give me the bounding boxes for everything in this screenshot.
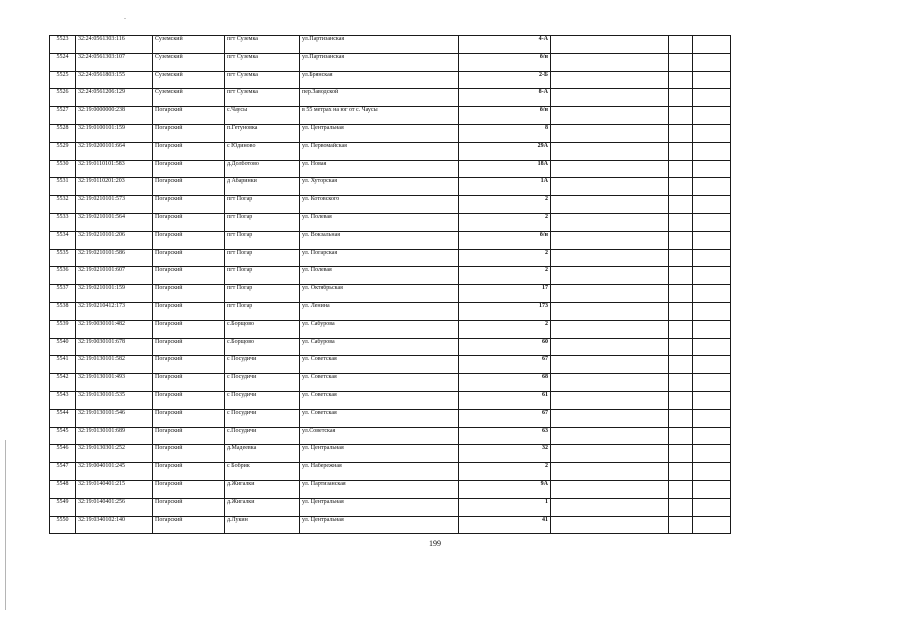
locality-name: д.Жигалки bbox=[225, 498, 300, 516]
cadastral-number: 32:19:0140401:215 bbox=[76, 480, 153, 498]
locality-name: с Посудичи bbox=[225, 356, 300, 374]
locality-name: п.Гетуновка bbox=[225, 124, 300, 142]
table-row bbox=[50, 356, 831, 374]
locality-name: пгт Погар bbox=[225, 285, 300, 303]
district-name: Погарский bbox=[153, 124, 225, 142]
street-name: пер.Заводской bbox=[300, 89, 459, 107]
house-number: 2 bbox=[459, 267, 551, 285]
cadastral-number: 32:19:0130101:582 bbox=[76, 356, 153, 374]
locality-name: пгт Суземка bbox=[225, 53, 300, 71]
page-number: 199 bbox=[429, 539, 441, 548]
row-number: 5526 bbox=[50, 89, 76, 107]
row-number: 5536 bbox=[50, 267, 76, 285]
locality-name: пгт Погар bbox=[225, 213, 300, 231]
house-number: 2 bbox=[459, 196, 551, 214]
empty-cell bbox=[693, 53, 731, 71]
empty-cell bbox=[669, 356, 693, 374]
locality-name: с Посудичи bbox=[225, 409, 300, 427]
empty-cell bbox=[551, 124, 669, 142]
locality-name: пгт Погар bbox=[225, 302, 300, 320]
row-number: 5534 bbox=[50, 231, 76, 249]
cadastral-number: 32:19:0030101:678 bbox=[76, 338, 153, 356]
row-number: 5527 bbox=[50, 107, 76, 125]
empty-cell bbox=[669, 480, 693, 498]
row-number: 5537 bbox=[50, 285, 76, 303]
empty-cell bbox=[551, 142, 669, 160]
empty-cell bbox=[551, 374, 669, 392]
empty-cell bbox=[693, 249, 731, 267]
house-number: 2 bbox=[459, 463, 551, 481]
cadastral-number: 32:19:0040101:245 bbox=[76, 463, 153, 481]
empty-cell bbox=[669, 285, 693, 303]
cadastral-number: 32:19:0130101:493 bbox=[76, 374, 153, 392]
district-name: Погарский bbox=[153, 267, 225, 285]
empty-cell bbox=[693, 231, 731, 249]
empty-cell bbox=[551, 445, 669, 463]
district-name: Погарский bbox=[153, 338, 225, 356]
district-name: Погарский bbox=[153, 249, 225, 267]
locality-name: пгт Погар bbox=[225, 249, 300, 267]
empty-cell bbox=[551, 53, 669, 71]
empty-cell bbox=[669, 249, 693, 267]
empty-cell bbox=[693, 107, 731, 125]
house-number: б/н bbox=[459, 53, 551, 71]
table-row bbox=[50, 516, 831, 534]
locality-name: д.Долботово bbox=[225, 160, 300, 178]
empty-cell bbox=[669, 53, 693, 71]
locality-name: пгт Погар bbox=[225, 196, 300, 214]
street-name: в 55 метрах на юг от с. Чаусы bbox=[300, 107, 459, 125]
district-name: Погарский bbox=[153, 498, 225, 516]
street-name: ул.Партизанская bbox=[300, 53, 459, 71]
empty-cell bbox=[551, 267, 669, 285]
row-number: 5530 bbox=[50, 160, 76, 178]
empty-cell bbox=[693, 36, 731, 54]
street-name: ул. Центральная bbox=[300, 124, 459, 142]
empty-cell bbox=[693, 142, 731, 160]
cadastral-number: 32:24:0561803:155 bbox=[76, 71, 153, 89]
locality-name: с Юдиново bbox=[225, 142, 300, 160]
street-name: ул. Котовского bbox=[300, 196, 459, 214]
street-name: ул. Советская bbox=[300, 391, 459, 409]
cadastral-number: 32:19:0130301:252 bbox=[76, 445, 153, 463]
empty-cell bbox=[669, 71, 693, 89]
empty-cell bbox=[693, 160, 731, 178]
empty-cell bbox=[551, 338, 669, 356]
table-row bbox=[50, 249, 831, 267]
empty-cell bbox=[551, 391, 669, 409]
empty-cell bbox=[551, 320, 669, 338]
house-number: 2 bbox=[459, 213, 551, 231]
street-name: ул. Центральная bbox=[300, 498, 459, 516]
cadastral-number: 32:19:0340102:140 bbox=[76, 516, 153, 534]
empty-cell bbox=[669, 391, 693, 409]
district-name: Погарский bbox=[153, 374, 225, 392]
street-name: ул. Сабурова bbox=[300, 320, 459, 338]
locality-name: д.Мадеевка bbox=[225, 445, 300, 463]
scan-speck bbox=[124, 18, 126, 19]
house-number: 9А bbox=[459, 480, 551, 498]
district-name: Погарский bbox=[153, 320, 225, 338]
street-name: ул. Полевая bbox=[300, 213, 459, 231]
house-number: 2 bbox=[459, 249, 551, 267]
row-number: 5550 bbox=[50, 516, 76, 534]
district-name: Погарский bbox=[153, 142, 225, 160]
registry-table bbox=[49, 35, 831, 534]
table-row bbox=[50, 374, 831, 392]
empty-cell bbox=[669, 36, 693, 54]
row-number: 5531 bbox=[50, 178, 76, 196]
empty-cell bbox=[693, 427, 731, 445]
table-row bbox=[50, 427, 831, 445]
empty-cell bbox=[693, 178, 731, 196]
empty-cell bbox=[669, 231, 693, 249]
cadastral-number: 32:19:0210101:159 bbox=[76, 285, 153, 303]
district-name: Суземский bbox=[153, 53, 225, 71]
locality-name: пгт Погар bbox=[225, 231, 300, 249]
house-number: 2 bbox=[459, 320, 551, 338]
district-name: Погарский bbox=[153, 178, 225, 196]
empty-cell bbox=[669, 445, 693, 463]
table-row bbox=[50, 498, 831, 516]
empty-cell bbox=[669, 463, 693, 481]
empty-cell bbox=[551, 249, 669, 267]
house-number: б/н bbox=[459, 231, 551, 249]
registry-table-body bbox=[50, 36, 831, 534]
empty-cell bbox=[669, 498, 693, 516]
row-number: 5525 bbox=[50, 71, 76, 89]
locality-name: д.Лукин bbox=[225, 516, 300, 534]
row-number: 5533 bbox=[50, 213, 76, 231]
locality-name: с.Чаусы bbox=[225, 107, 300, 125]
locality-name: пгт Суземка bbox=[225, 71, 300, 89]
cadastral-number: 32:19:0210101:607 bbox=[76, 267, 153, 285]
locality-name: пгт Суземка bbox=[225, 89, 300, 107]
district-name: Погарский bbox=[153, 107, 225, 125]
empty-cell bbox=[551, 285, 669, 303]
empty-cell bbox=[669, 374, 693, 392]
row-number: 5548 bbox=[50, 480, 76, 498]
street-name: ул. Хуторская bbox=[300, 178, 459, 196]
empty-cell bbox=[669, 178, 693, 196]
table-row bbox=[50, 107, 831, 125]
house-number: 32 bbox=[459, 445, 551, 463]
empty-cell bbox=[669, 142, 693, 160]
table-row bbox=[50, 160, 831, 178]
table-row bbox=[50, 445, 831, 463]
row-number: 5542 bbox=[50, 374, 76, 392]
house-number: 18А bbox=[459, 160, 551, 178]
district-name: Погарский bbox=[153, 463, 225, 481]
cadastral-number: 32:19:0030101:482 bbox=[76, 320, 153, 338]
row-number: 5541 bbox=[50, 356, 76, 374]
empty-cell bbox=[551, 516, 669, 534]
empty-cell bbox=[693, 320, 731, 338]
empty-cell bbox=[693, 267, 731, 285]
empty-cell bbox=[669, 267, 693, 285]
street-name: ул. Первомайская bbox=[300, 142, 459, 160]
empty-cell bbox=[669, 89, 693, 107]
house-number: 2-Б bbox=[459, 71, 551, 89]
empty-cell bbox=[669, 320, 693, 338]
table-row bbox=[50, 285, 831, 303]
row-number: 5538 bbox=[50, 302, 76, 320]
empty-cell bbox=[551, 498, 669, 516]
empty-cell bbox=[669, 409, 693, 427]
table-row bbox=[50, 391, 831, 409]
street-name: ул. Вокзальная bbox=[300, 231, 459, 249]
house-number: 63 bbox=[459, 427, 551, 445]
street-name: ул. Центральная bbox=[300, 445, 459, 463]
street-name: ул. Полевая bbox=[300, 267, 459, 285]
cadastral-number: 32:19:0210101:206 bbox=[76, 231, 153, 249]
table-row bbox=[50, 302, 831, 320]
empty-cell bbox=[693, 516, 731, 534]
house-number: 17 bbox=[459, 285, 551, 303]
street-name: ул.Партизанская bbox=[300, 36, 459, 54]
district-name: Погарский bbox=[153, 516, 225, 534]
street-name: ул. Погарская bbox=[300, 249, 459, 267]
district-name: Погарский bbox=[153, 356, 225, 374]
cadastral-number: 32:24:0561303:107 bbox=[76, 53, 153, 71]
empty-cell bbox=[693, 480, 731, 498]
row-number: 5539 bbox=[50, 320, 76, 338]
cadastral-number: 32:19:0210412:173 bbox=[76, 302, 153, 320]
empty-cell bbox=[693, 89, 731, 107]
street-name: ул.Советская bbox=[300, 427, 459, 445]
empty-cell bbox=[669, 213, 693, 231]
district-name: Погарский bbox=[153, 445, 225, 463]
row-number: 5535 bbox=[50, 249, 76, 267]
district-name: Погарский bbox=[153, 409, 225, 427]
row-number: 5524 bbox=[50, 53, 76, 71]
house-number: 68 bbox=[459, 374, 551, 392]
locality-name: д.Жигалки bbox=[225, 480, 300, 498]
house-number: 1 bbox=[459, 498, 551, 516]
table-row bbox=[50, 213, 831, 231]
empty-cell bbox=[693, 498, 731, 516]
empty-cell bbox=[669, 160, 693, 178]
empty-cell bbox=[669, 338, 693, 356]
empty-cell bbox=[693, 356, 731, 374]
street-name: ул.Брянская bbox=[300, 71, 459, 89]
empty-cell bbox=[693, 285, 731, 303]
cadastral-number: 32:19:0130101:535 bbox=[76, 391, 153, 409]
district-name: Погарский bbox=[153, 391, 225, 409]
table-row bbox=[50, 231, 831, 249]
house-number: 29А bbox=[459, 142, 551, 160]
street-name: ул. Набережная bbox=[300, 463, 459, 481]
empty-cell bbox=[693, 463, 731, 481]
cadastral-number: 32:19:0100101:159 bbox=[76, 124, 153, 142]
district-name: Погарский bbox=[153, 160, 225, 178]
scan-margin-line bbox=[5, 440, 6, 610]
house-number: 60 bbox=[459, 338, 551, 356]
table-row bbox=[50, 196, 831, 214]
house-number: 61 bbox=[459, 391, 551, 409]
row-number: 5528 bbox=[50, 124, 76, 142]
empty-cell bbox=[693, 409, 731, 427]
district-name: Суземский bbox=[153, 71, 225, 89]
house-number: 67 bbox=[459, 409, 551, 427]
empty-cell bbox=[693, 71, 731, 89]
cadastral-number: 32:19:0140401:256 bbox=[76, 498, 153, 516]
locality-name: с Бобрик bbox=[225, 463, 300, 481]
table-row bbox=[50, 142, 831, 160]
house-number: 8-А bbox=[459, 89, 551, 107]
district-name: Погарский bbox=[153, 231, 225, 249]
street-name: ул. Октябрьская bbox=[300, 285, 459, 303]
empty-cell bbox=[669, 124, 693, 142]
table-row bbox=[50, 178, 831, 196]
row-number: 5546 bbox=[50, 445, 76, 463]
house-number: 4-А bbox=[459, 36, 551, 54]
cadastral-number: 32:19:0210101:573 bbox=[76, 196, 153, 214]
district-name: Погарский bbox=[153, 427, 225, 445]
locality-name: с Посудичи bbox=[225, 374, 300, 392]
table-row bbox=[50, 338, 831, 356]
row-number: 5532 bbox=[50, 196, 76, 214]
house-number: б/н bbox=[459, 107, 551, 125]
empty-cell bbox=[669, 196, 693, 214]
street-name: ул. Ленина bbox=[300, 302, 459, 320]
cadastral-number: 32:19:0210101:564 bbox=[76, 213, 153, 231]
empty-cell bbox=[693, 445, 731, 463]
district-name: Погарский bbox=[153, 285, 225, 303]
table-row bbox=[50, 36, 831, 54]
empty-cell bbox=[693, 374, 731, 392]
cadastral-number: 32:19:0130101:546 bbox=[76, 409, 153, 427]
empty-cell bbox=[669, 427, 693, 445]
empty-cell bbox=[551, 36, 669, 54]
district-name: Суземский bbox=[153, 89, 225, 107]
empty-cell bbox=[551, 427, 669, 445]
district-name: Погарский bbox=[153, 213, 225, 231]
empty-cell bbox=[551, 196, 669, 214]
empty-cell bbox=[551, 463, 669, 481]
cadastral-number: 32:24:0561303:116 bbox=[76, 36, 153, 54]
locality-name: пгт Погар bbox=[225, 267, 300, 285]
empty-cell bbox=[551, 302, 669, 320]
row-number: 5529 bbox=[50, 142, 76, 160]
row-number: 5547 bbox=[50, 463, 76, 481]
row-number: 5523 bbox=[50, 36, 76, 54]
house-number: 173 bbox=[459, 302, 551, 320]
empty-cell bbox=[551, 71, 669, 89]
cadastral-number: 32:19:0110201:203 bbox=[76, 178, 153, 196]
empty-cell bbox=[551, 231, 669, 249]
table-row bbox=[50, 409, 831, 427]
row-number: 5549 bbox=[50, 498, 76, 516]
empty-cell bbox=[669, 302, 693, 320]
empty-cell bbox=[551, 178, 669, 196]
empty-cell bbox=[669, 516, 693, 534]
street-name: ул. Сабурова bbox=[300, 338, 459, 356]
row-number: 5540 bbox=[50, 338, 76, 356]
locality-name: с.Борщово bbox=[225, 338, 300, 356]
district-name: Суземский bbox=[153, 36, 225, 54]
table-row bbox=[50, 124, 831, 142]
street-name: ул. Новая bbox=[300, 160, 459, 178]
empty-cell bbox=[551, 89, 669, 107]
row-number: 5543 bbox=[50, 391, 76, 409]
empty-cell bbox=[693, 213, 731, 231]
empty-cell bbox=[693, 391, 731, 409]
district-name: Погарский bbox=[153, 302, 225, 320]
street-name: ул. Советская bbox=[300, 409, 459, 427]
empty-cell bbox=[693, 302, 731, 320]
table-row bbox=[50, 320, 831, 338]
district-name: Погарский bbox=[153, 196, 225, 214]
cadastral-number: 32:24:0561206:129 bbox=[76, 89, 153, 107]
table-row bbox=[50, 267, 831, 285]
table-row bbox=[50, 463, 831, 481]
empty-cell bbox=[551, 356, 669, 374]
row-number: 5544 bbox=[50, 409, 76, 427]
table-row bbox=[50, 71, 831, 89]
cadastral-number: 32:19:0130101:689 bbox=[76, 427, 153, 445]
empty-cell bbox=[693, 196, 731, 214]
street-name: ул. Советская bbox=[300, 374, 459, 392]
empty-cell bbox=[551, 160, 669, 178]
cadastral-number: 32:19:0210101:586 bbox=[76, 249, 153, 267]
empty-cell bbox=[551, 213, 669, 231]
street-name: ул. Центральная bbox=[300, 516, 459, 534]
table-row bbox=[50, 480, 831, 498]
empty-cell bbox=[669, 107, 693, 125]
cadastral-number: 32:19:0200101:664 bbox=[76, 142, 153, 160]
house-number: 1А bbox=[459, 178, 551, 196]
empty-cell bbox=[551, 107, 669, 125]
district-name: Погарский bbox=[153, 480, 225, 498]
locality-name: д Абаринки bbox=[225, 178, 300, 196]
locality-name: с.Борщово bbox=[225, 320, 300, 338]
cadastral-number: 32:19:0000000:238 bbox=[76, 107, 153, 125]
cadastral-number: 32:19:0110101:583 bbox=[76, 160, 153, 178]
empty-cell bbox=[693, 338, 731, 356]
empty-cell bbox=[693, 124, 731, 142]
table-row bbox=[50, 53, 831, 71]
locality-name: пгт Суземка bbox=[225, 36, 300, 54]
row-number: 5545 bbox=[50, 427, 76, 445]
empty-cell bbox=[551, 409, 669, 427]
locality-name: с.Посудичи bbox=[225, 427, 300, 445]
table-row bbox=[50, 89, 831, 107]
street-name: ул. Партизанская bbox=[300, 480, 459, 498]
house-number: 41 bbox=[459, 516, 551, 534]
locality-name: с Посудичи bbox=[225, 391, 300, 409]
empty-cell bbox=[551, 480, 669, 498]
street-name: ул. Советская bbox=[300, 356, 459, 374]
house-number: 8 bbox=[459, 124, 551, 142]
house-number: 67 bbox=[459, 356, 551, 374]
